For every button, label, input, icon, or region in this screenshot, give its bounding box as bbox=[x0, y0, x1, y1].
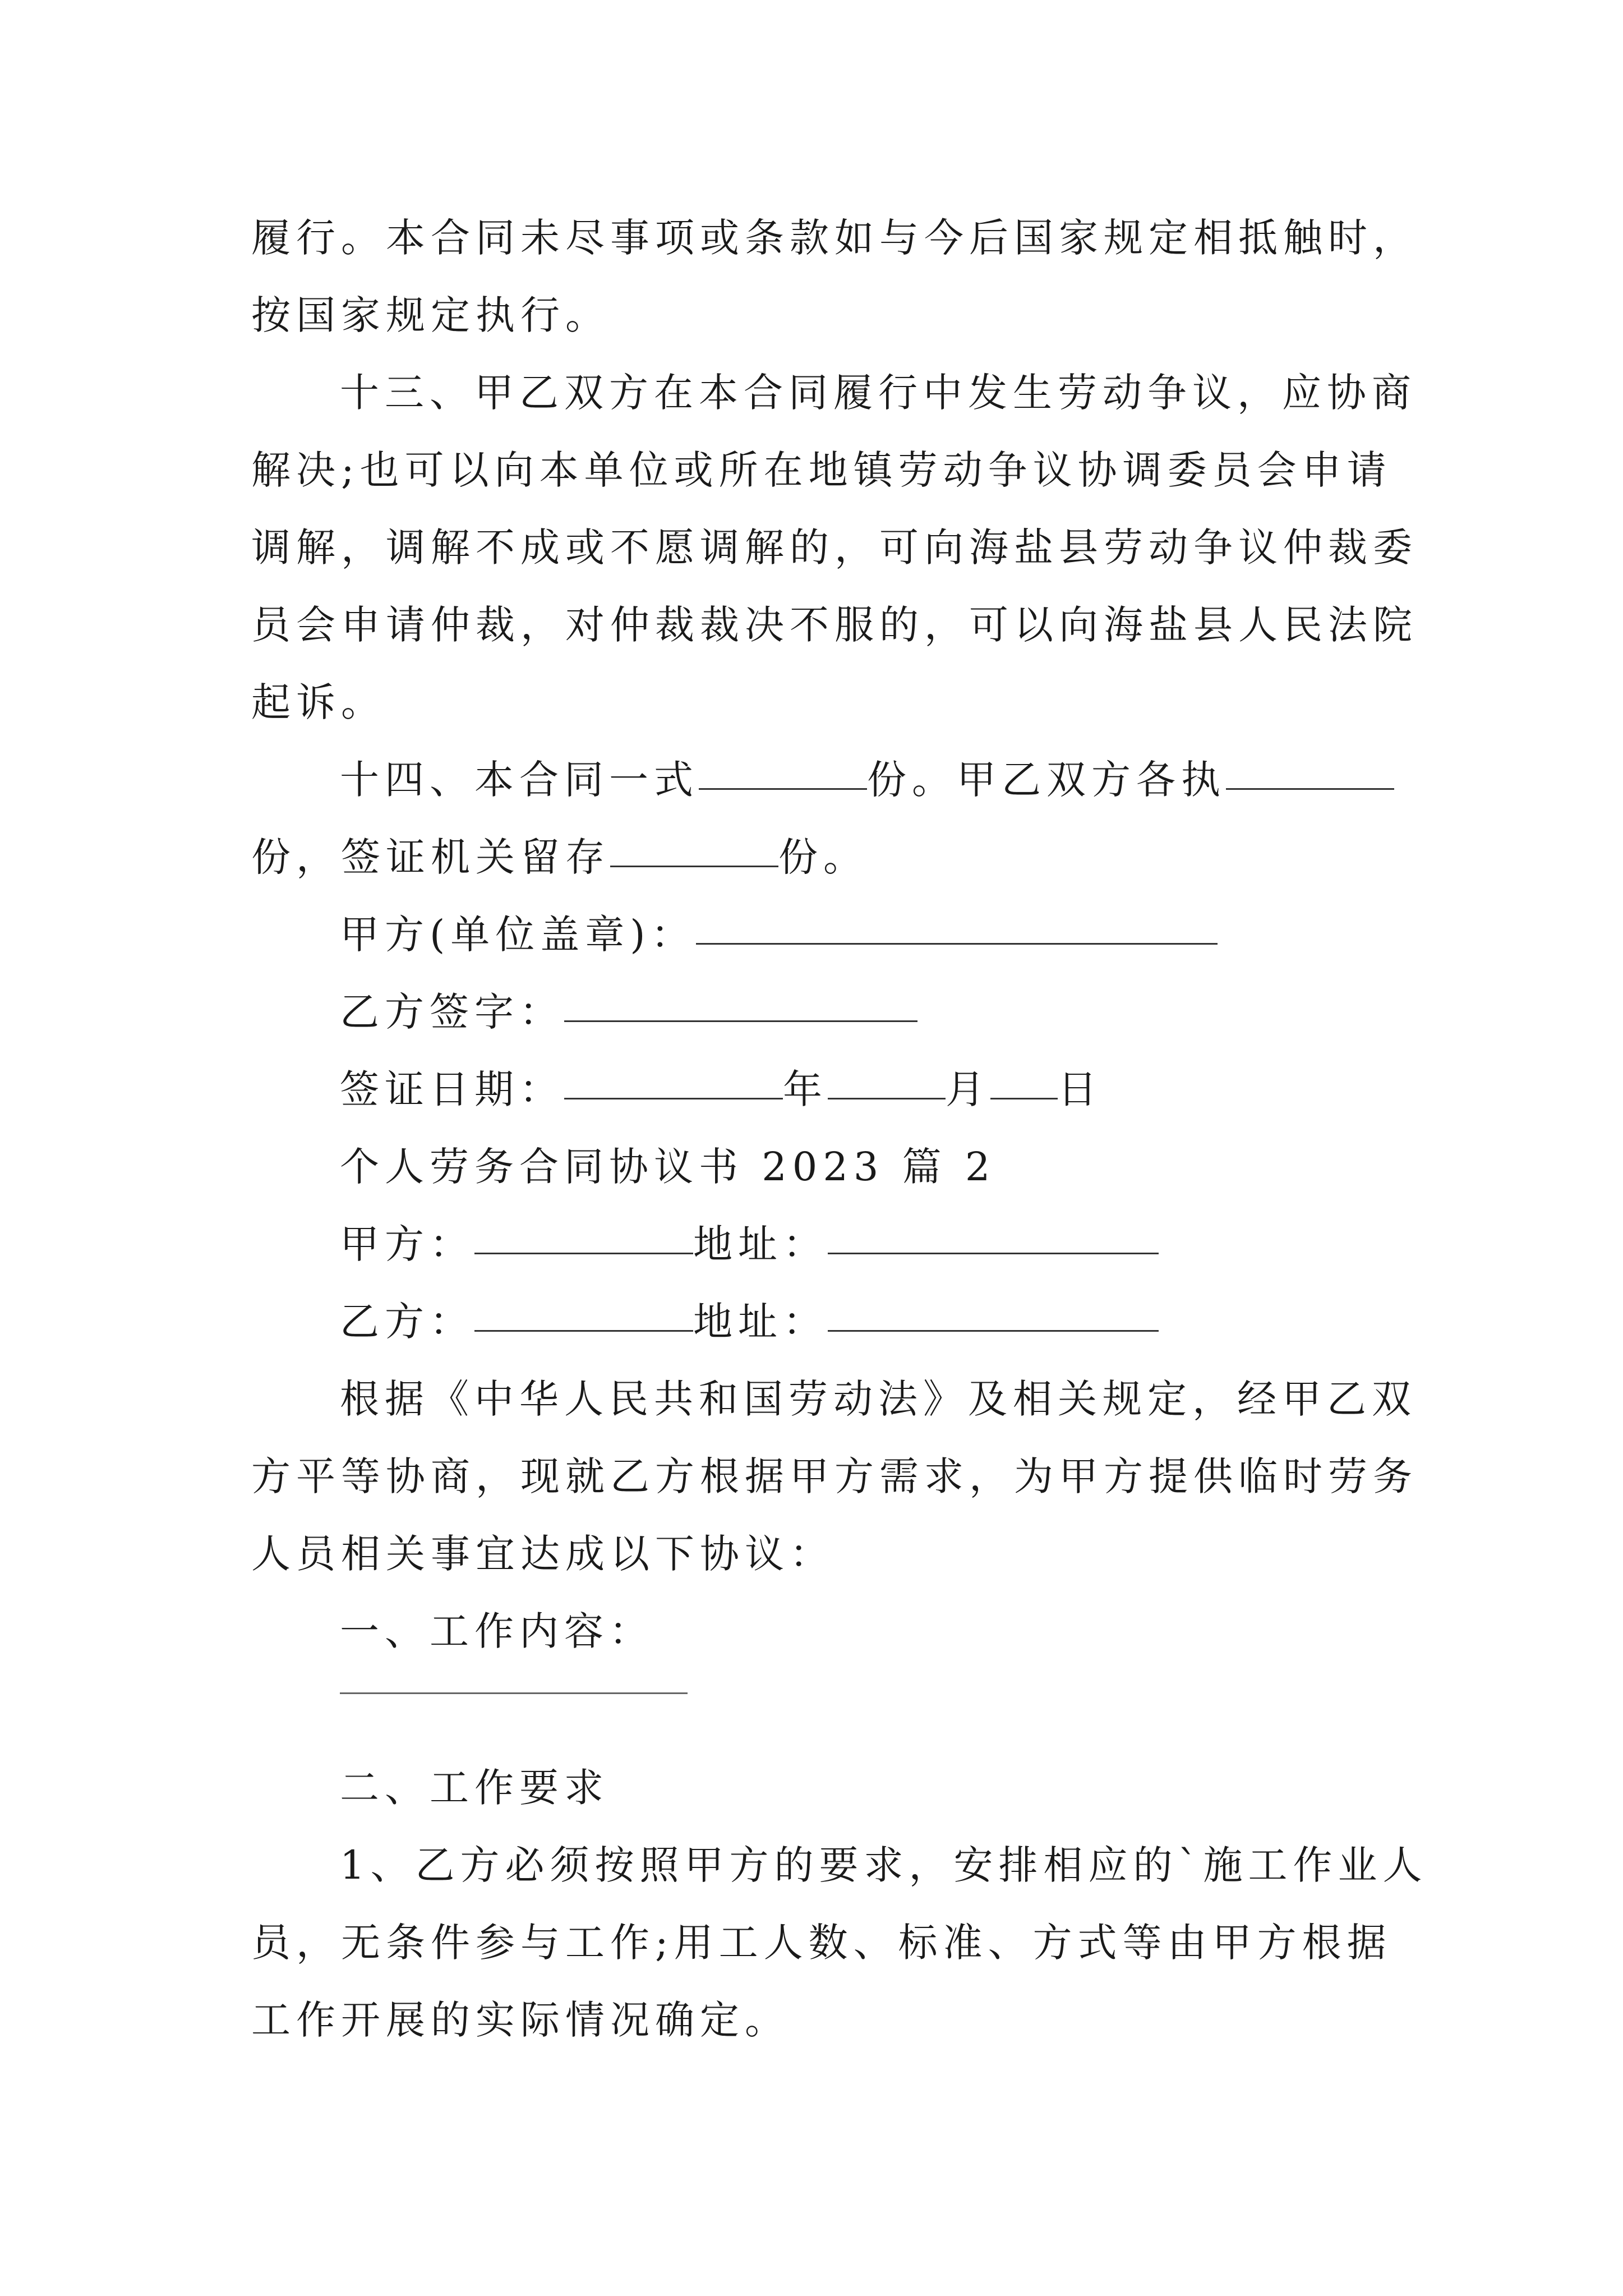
intro-line: 根据《中华人民共和国劳动法》及相关规定，经甲乙双 bbox=[340, 1376, 1417, 1422]
clause-14-text: 份，签证机关留存 bbox=[251, 834, 610, 880]
clause-13-line: 十三、甲乙双方在本合同履行中发生劳动争议，应协商 bbox=[340, 370, 1417, 416]
party-a-seal-blank[interactable] bbox=[696, 943, 1218, 945]
party-a-seal-label: 甲方(单位盖章)： bbox=[340, 912, 696, 958]
day-label: 日 bbox=[1058, 1066, 1103, 1112]
sign-date-line bbox=[251, 1051, 1384, 1128]
clause-13-line: 调解，调解不成或不愿调解的，可向海盐县劳动争议仲裁委 bbox=[251, 524, 1418, 570]
requirement-line: 1、乙方必须按照甲方的要求，安排相应的`施工作业人 bbox=[340, 1842, 1428, 1888]
clause-14-text: 份。 bbox=[778, 834, 868, 880]
party-b-sign-blank[interactable] bbox=[564, 1020, 917, 1022]
year-label: 年 bbox=[783, 1066, 828, 1112]
party-a-label: 甲方： bbox=[340, 1221, 474, 1267]
copies-total-blank[interactable] bbox=[699, 788, 867, 790]
party-b-address-blank[interactable] bbox=[828, 1330, 1159, 1332]
year-blank[interactable] bbox=[564, 1098, 783, 1099]
clause-14-line bbox=[251, 741, 1384, 818]
month-blank[interactable] bbox=[828, 1098, 946, 1099]
intro-line: 人员相关事宜达成以下协议： bbox=[251, 1531, 834, 1577]
party-b-line bbox=[251, 1283, 1384, 1360]
address-label: 地址： bbox=[693, 1221, 828, 1267]
work-content-blank[interactable] bbox=[340, 1692, 688, 1694]
clause-14-text: 份。甲乙双方各执 bbox=[867, 757, 1226, 803]
party-a-seal-line bbox=[251, 896, 1384, 973]
requirement-line: 工作开展的实际情况确定。 bbox=[251, 1997, 790, 2043]
month-label: 月 bbox=[946, 1066, 990, 1112]
party-a-address-blank[interactable] bbox=[828, 1253, 1159, 1254]
clause-13-line: 员会申请仲裁，对仲裁裁决不服的，可以向海盐县人民法院 bbox=[251, 602, 1418, 648]
paragraph-line: 按国家规定执行。 bbox=[251, 292, 610, 338]
party-a-name-blank[interactable] bbox=[474, 1253, 693, 1254]
clause-14-line bbox=[251, 818, 1384, 896]
party-b-label: 乙方： bbox=[340, 1299, 474, 1345]
document-body bbox=[251, 199, 1428, 2059]
clause-13-line: 起诉。 bbox=[251, 679, 386, 725]
requirement-line: 员，无条件参与工作;用工人数、标准、方式等由甲方根据 bbox=[251, 1920, 1392, 1966]
clause-13-line: 解决;也可以向本单位或所在地镇劳动争议协调委员会申请 bbox=[251, 447, 1392, 493]
party-a-line bbox=[251, 1205, 1384, 1283]
paragraph-line: 履行。本合同未尽事项或条款如与今后国家规定相抵触时， bbox=[251, 215, 1418, 261]
work-content-heading: 一、工作内容： bbox=[340, 1608, 654, 1654]
copies-office-blank[interactable] bbox=[610, 866, 778, 867]
party-b-sign-line bbox=[251, 973, 1384, 1051]
intro-line: 方平等协商，现就乙方根据甲方需求，为甲方提供临时劳务 bbox=[251, 1453, 1418, 1499]
clause-14-text: 十四、本合同一式 bbox=[340, 757, 699, 803]
work-requirements-heading: 二、工作要求 bbox=[340, 1765, 609, 1811]
party-b-name-blank[interactable] bbox=[474, 1330, 693, 1332]
sign-date-label: 签证日期： bbox=[340, 1066, 564, 1112]
copies-each-blank[interactable] bbox=[1226, 788, 1394, 790]
address-label: 地址： bbox=[693, 1299, 828, 1345]
day-blank[interactable] bbox=[990, 1098, 1058, 1099]
party-b-sign-label: 乙方签字： bbox=[340, 989, 564, 1035]
section-title: 个人劳务合同协议书 2023 篇 2 bbox=[340, 1144, 996, 1190]
